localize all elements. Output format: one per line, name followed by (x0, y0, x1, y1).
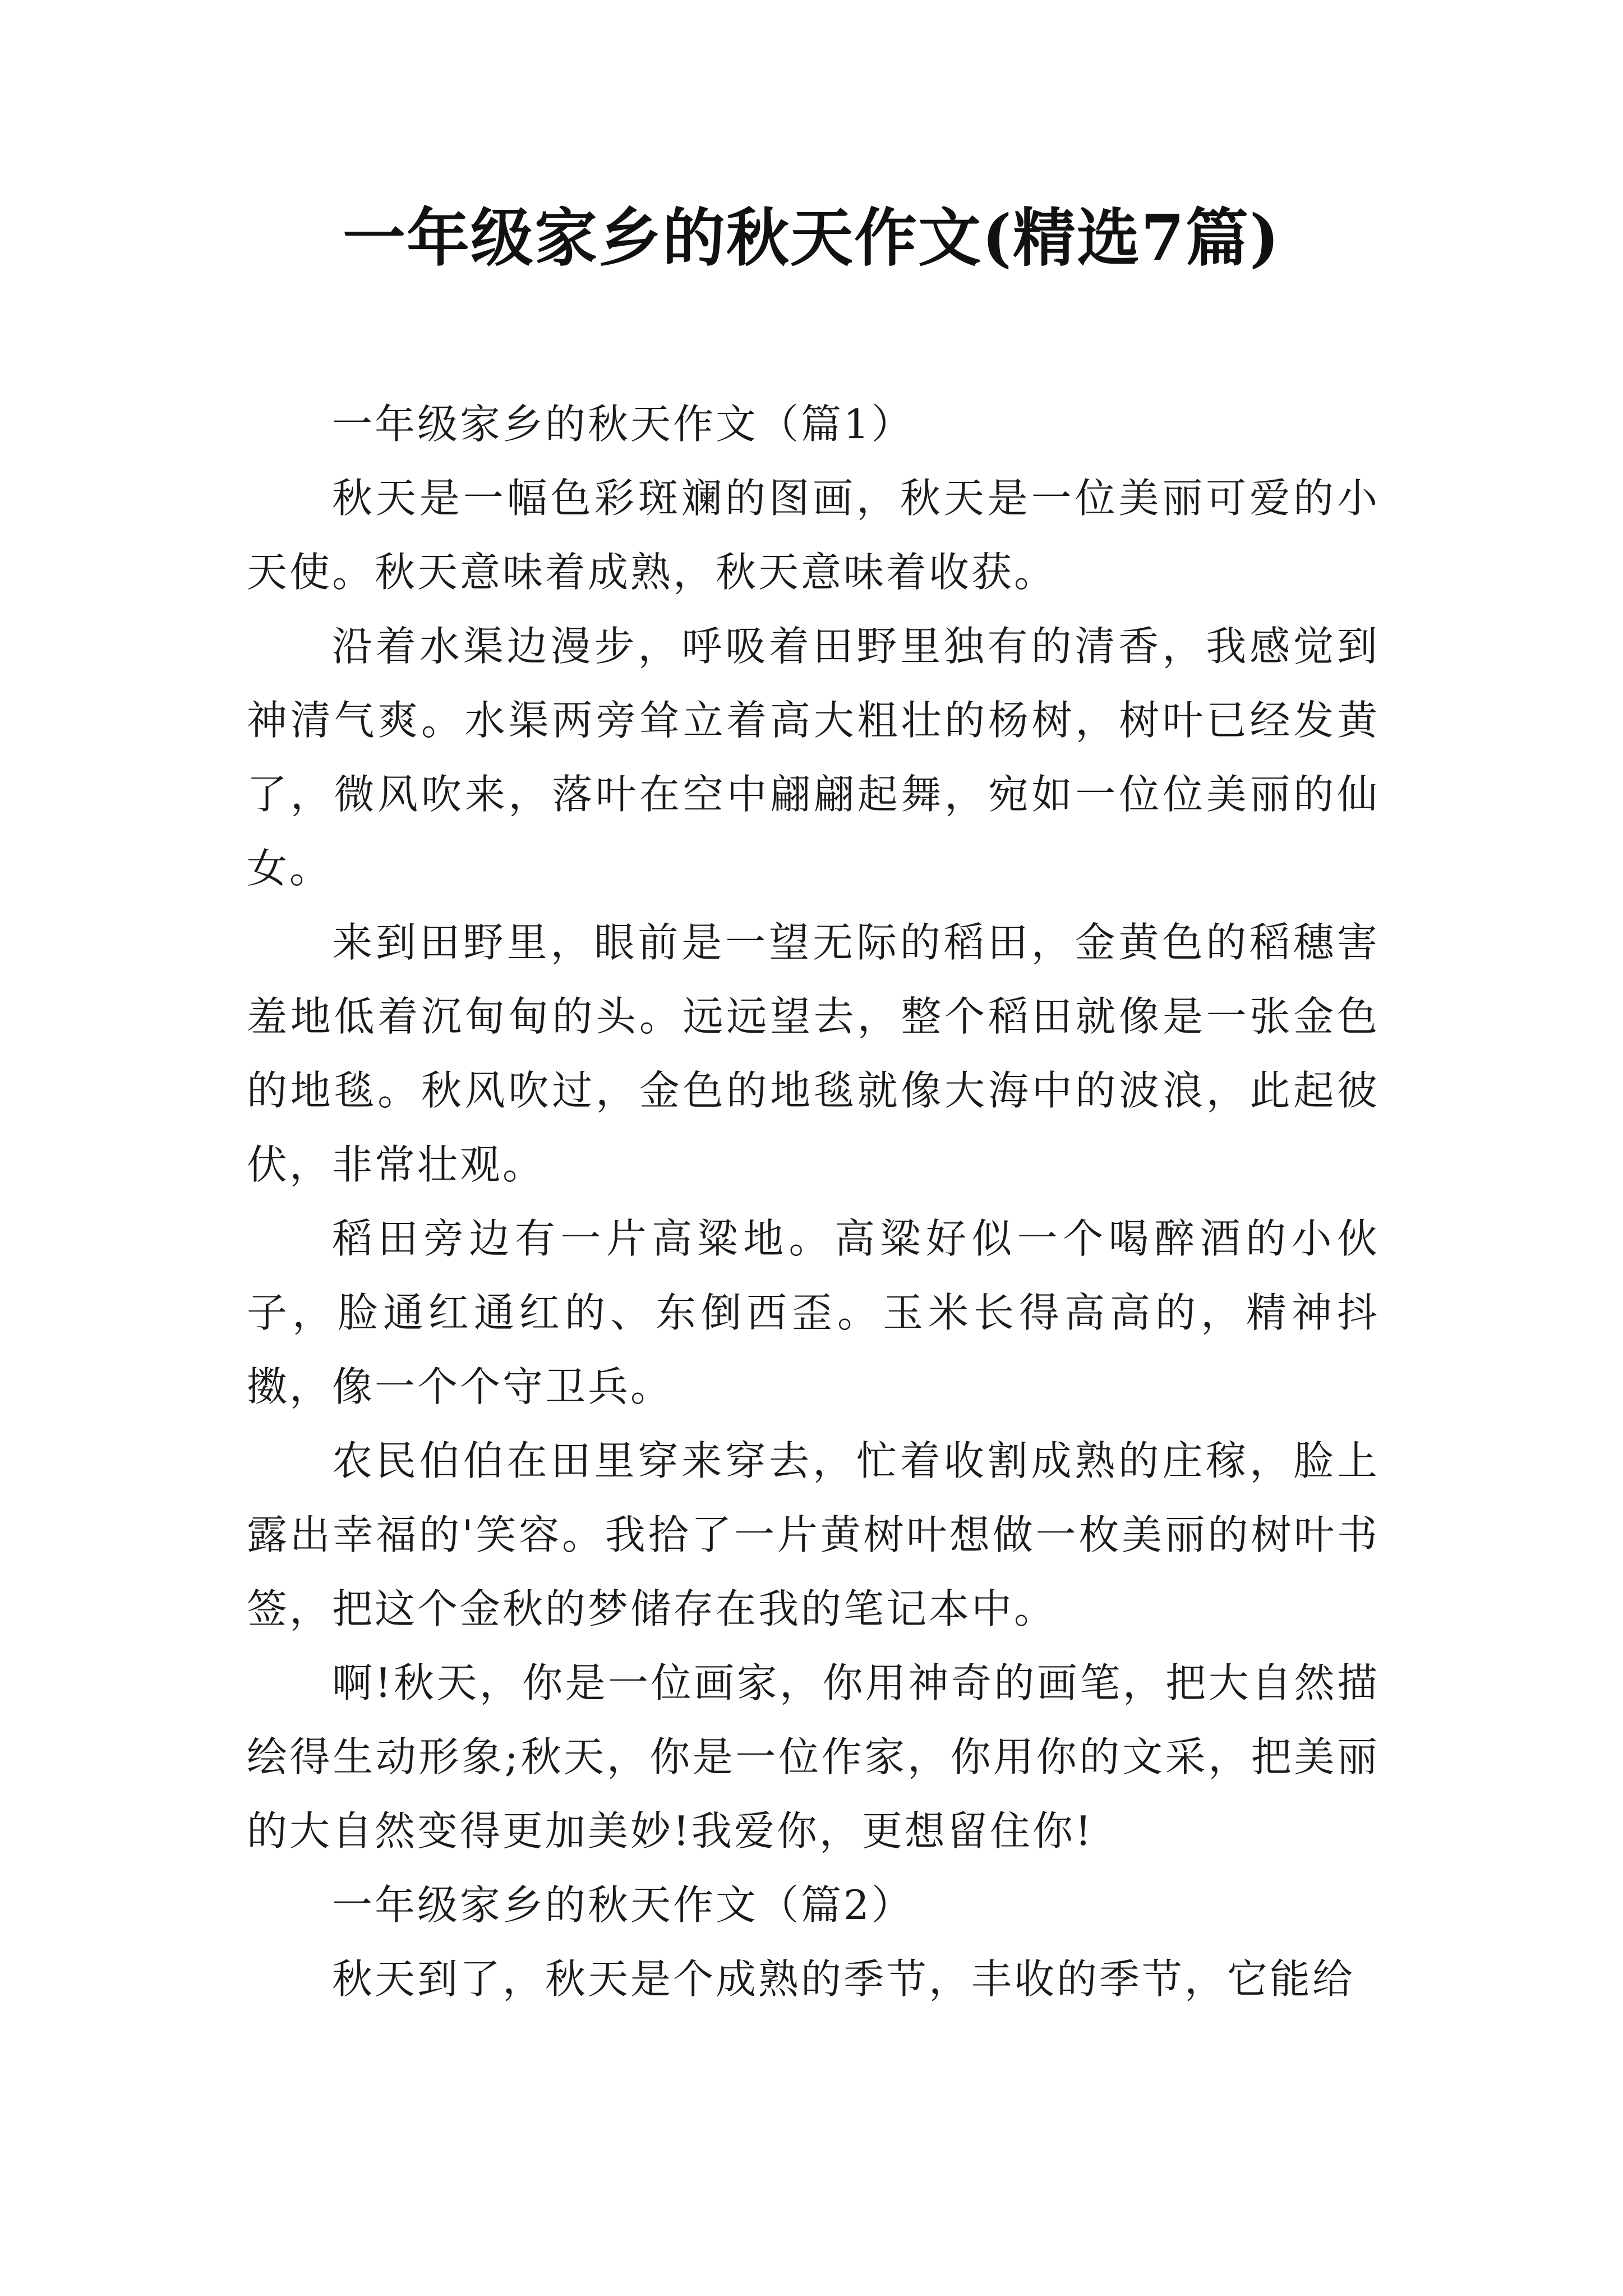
paragraph: 啊!秋天，你是一位画家，你用神奇的画笔，把大自然描绘得生动形象;秋天，你是一位作家，你用你的文采，把美丽的大自然变得更加美妙!我爱你，更想留住你! (247, 1659, 1380, 1855)
section-heading-1: 一年级家乡的秋天作文（篇1） (332, 401, 914, 448)
paragraph: 农民伯伯在田里穿来穿去，忙着收割成熟的庄稼，脸上露出幸福的'笑容。我拾了一片黄树叶想做一枚美丽的树叶书签，把这个金秋的梦储存在我的笔记本中。 (247, 1437, 1380, 1632)
section-heading-2: 一年级家乡的秋天作文（篇2） (332, 1881, 914, 1929)
paragraph: 沿着水渠边漫步，呼吸着田野里独有的清香，我感觉到神清气爽。水渠两旁耸立着高大粗壮的杨树，树叶已经发黄了，微风吹来，落叶在空中翩翩起舞，宛如一位位美丽的仙女。 (247, 623, 1380, 892)
paragraph: 稻田旁边有一片高粱地。高粱好似一个喝醉酒的小伙子，脸通红通红的、东倒西歪。玉米长得高高的，精神抖擞，像一个个守卫兵。 (247, 1215, 1380, 1410)
document-body (247, 387, 1380, 2016)
paragraph: 来到田野里，眼前是一望无际的稻田，金黄色的稻穗害羞地低着沉甸甸的头。远远望去，整个稻田就像是一张金色的地毯。秋风吹过，金色的地毯就像大海中的波浪，此起彼伏，非常壮观。 (247, 919, 1380, 1188)
paragraph: 秋天到了，秋天是个成熟的季节，丰收的季节，它能给 (332, 1955, 1355, 2003)
paragraph: 秋天是一幅色彩斑斓的图画，秋天是一位美丽可爱的小天使。秋天意味着成熟，秋天意味着收获。 (247, 475, 1380, 596)
document-title: 一年级家乡的秋天作文(精选7篇) (343, 201, 1280, 275)
